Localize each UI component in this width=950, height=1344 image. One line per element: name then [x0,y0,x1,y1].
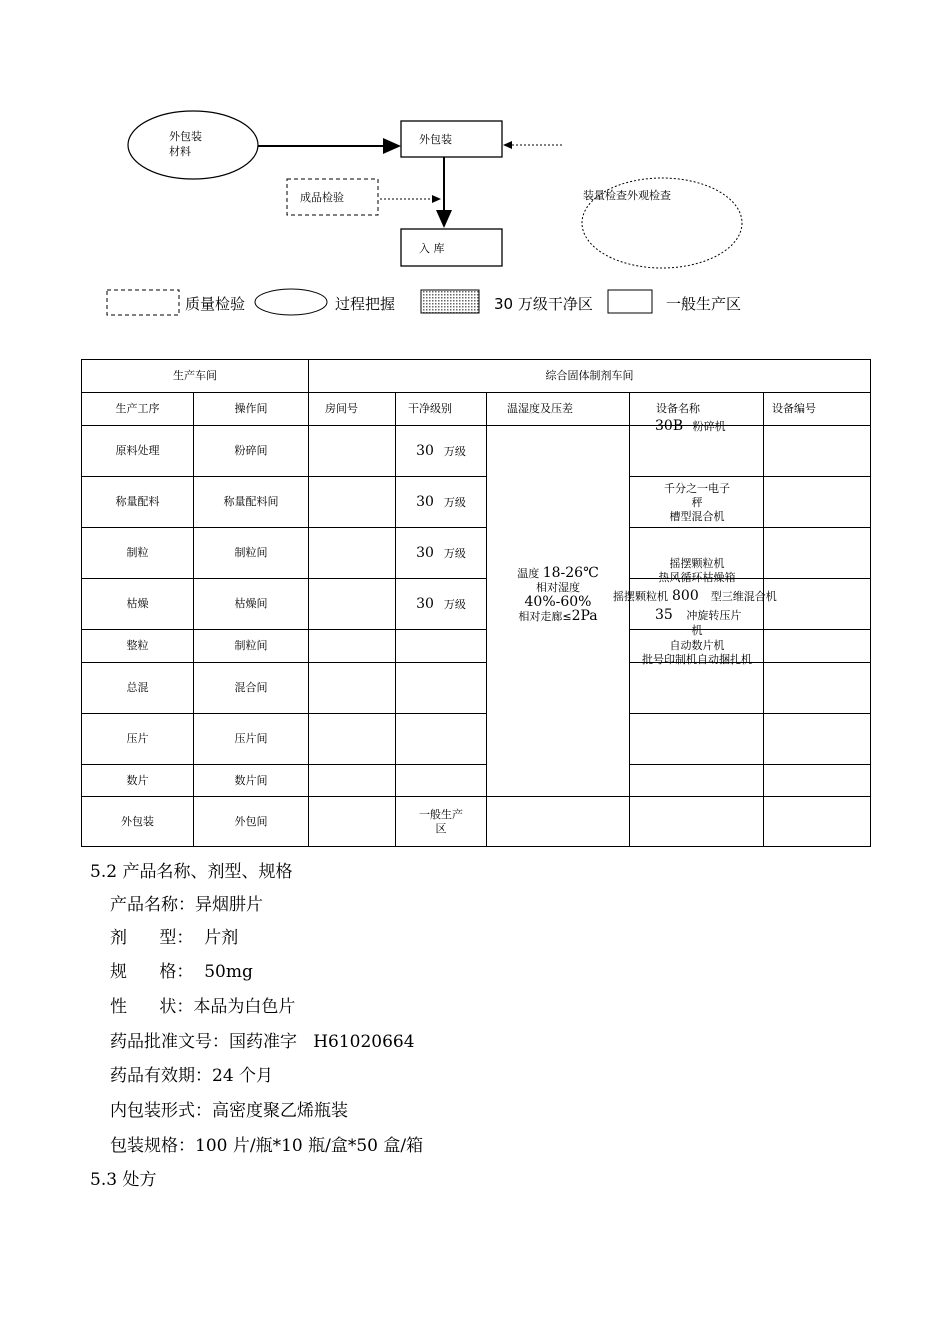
pressure-value: 2Pa [571,608,598,624]
col-header-room-no: 房间号 [309,393,396,426]
col-header-room: 操作间 [194,393,309,426]
equipment-crusher [655,419,726,434]
row-process: 压片 [82,714,194,765]
storage-label: 入 库 [419,242,445,255]
row-room: 枯燥间 [194,579,309,630]
legend-process-shape [255,289,327,315]
storage-box [401,229,502,266]
row-level [396,765,487,797]
row-room: 粉碎间 [194,426,309,477]
humidity-label: 相对湿度 [536,581,580,594]
col-header-equipment: 设备名称 [630,393,764,426]
level-num: 30 [416,442,434,459]
row-level [396,663,487,714]
level-unit: 万级 [443,444,466,458]
legend-clean-label: 30 万级干净区 [494,295,593,313]
level-num: 30 [416,544,434,561]
row-equipment-no [764,426,871,477]
col-header-process: 生产工序 [82,393,194,426]
row-room: 混合间 [194,663,309,714]
section-5-3-title: 5.3 处方 [90,1170,157,1190]
section-5-2-title: 5.2 产品名称、剂型、规格 [90,862,293,882]
outer-material-line2: 材料 [169,145,191,158]
outer-material-line1: 外包装 [169,130,202,143]
row-process: 原料处理 [82,426,194,477]
row-equipment [630,663,764,714]
row-equipment-no [764,528,871,579]
level-unit: 万级 [443,546,466,560]
row-equipment-no [764,797,871,847]
legend-quality-shape [107,290,179,315]
row-process: 总混 [82,663,194,714]
table-header-row-2 [82,393,871,426]
table-header-row-1 [82,360,871,393]
row-level [396,477,487,528]
equipment-granulator: 摇摆颗粒机 [669,557,725,570]
equipment-printer: 批号印制机自动捆扎机 [642,653,752,666]
row-process: 外包装 [82,797,194,847]
specification: 规 格： 50mg [110,962,253,982]
row-equipment-no [764,579,871,630]
level-text-line2: 区 [435,821,447,835]
level-unit: 万级 [443,495,466,509]
row-process: 称量配料 [82,477,194,528]
num-800: 800 [672,588,699,604]
row-room-no [309,765,396,797]
row-room: 数片间 [194,765,309,797]
approval-number: 药品批准文号：国药准字 H61020664 [110,1032,415,1052]
row-room: 外包间 [194,797,309,847]
inner-packaging: 内包装形式：高密度聚乙烯瓶装 [110,1101,348,1121]
row-room-no [309,630,396,663]
num-35: 35 [655,607,673,623]
validity-period: 药品有效期：24 个月 [110,1066,274,1086]
finished-inspection-label: 成品检验 [300,191,344,204]
row-level [396,426,487,477]
row-process: 枯燥 [82,579,194,630]
row-env [487,797,630,847]
mixer3d-name: 型三维混合机 [710,590,777,603]
outer-pack-label: 外包装 [419,133,452,146]
balance-line1: 千分之一电子 [664,482,730,495]
table-row [82,579,871,630]
row-room-no [309,426,396,477]
pack-check-label: 装量检查外观检查 [583,189,671,202]
row-level [396,797,487,847]
row-room-no [309,714,396,765]
equipment-balance-mixer [630,482,764,524]
table-row [82,663,871,714]
row-equipment [630,714,764,765]
flow-diagram [0,0,950,330]
legend-quality-label: 质量检验 [185,295,246,313]
crusher-num: 30B [655,418,684,434]
row-process: 整粒 [82,630,194,663]
table-row [82,426,871,477]
col-header-clean-level: 干净级别 [396,393,487,426]
press-line1: 冲旋转压片 [686,609,742,622]
row-equipment-no [764,663,871,714]
dosage-form: 剂 型： 片剂 [110,928,239,948]
granulator2-name: 摇摆颗粒机 [613,590,668,603]
row-equipment-no [764,714,871,765]
equipment-press-line2: 机 [691,624,703,637]
env-text [488,566,628,624]
row-room: 压片间 [194,714,309,765]
row-level [396,630,487,663]
table-row [82,714,871,765]
equipment-granulator-mixer [613,589,777,604]
mixer-name: 槽型混合机 [669,510,725,523]
packaging-spec: 包装规格：100 片/瓶*10 瓶/盒*50 盒/箱 [110,1136,424,1156]
legend-general-label: 一般生产区 [666,295,742,313]
row-room-no [309,663,396,714]
level-num: 30 [416,493,434,510]
row-room: 制粒间 [194,528,309,579]
col-header-equipment-no: 设备编号 [764,393,871,426]
row-room-no [309,579,396,630]
col-header-env: 温湿度及压差 [487,393,630,426]
product-name: 产品名称：异烟肼片 [110,895,263,915]
row-equipment-no [764,630,871,663]
pressure-label: 相对走廊≤ [518,610,572,623]
properties: 性 状：本品为白色片 [110,997,296,1017]
legend-clean-shape [421,290,479,313]
temp-value: 18-26℃ [542,565,599,581]
legend-process-label: 过程把握 [335,295,396,313]
row-room-no [309,797,396,847]
crusher-name: 粉碎机 [692,420,726,433]
row-level [396,579,487,630]
balance-line2: 秤 [691,496,703,509]
row-room-no [309,477,396,528]
row-room-no [309,528,396,579]
temp-label: 温度 [517,567,540,580]
humidity-value: 40%-60% [524,594,592,610]
legend-general-shape [608,290,652,313]
outer-material-label [169,129,202,159]
row-equipment-no [764,477,871,528]
row-equipment [630,797,764,847]
equipment-press [655,608,741,623]
header-area: 综合固体制剂车间 [309,360,871,393]
equipment-counter: 自动数片机 [669,639,725,652]
table-row [82,797,871,847]
row-equipment-no [764,765,871,797]
row-equipment [630,765,764,797]
level-num: 30 [416,595,434,612]
row-process: 制粒 [82,528,194,579]
row-level [396,714,487,765]
row-room: 制粒间 [194,630,309,663]
row-level [396,528,487,579]
table-row [82,765,871,797]
row-process: 数片 [82,765,194,797]
level-unit: 万级 [443,597,466,611]
level-text-line1: 一般生产 [419,807,463,821]
header-workshop: 生产车间 [82,360,309,393]
row-room: 称量配料间 [194,477,309,528]
equipment-dryer: 热风循环枯燥箱 [658,571,736,584]
